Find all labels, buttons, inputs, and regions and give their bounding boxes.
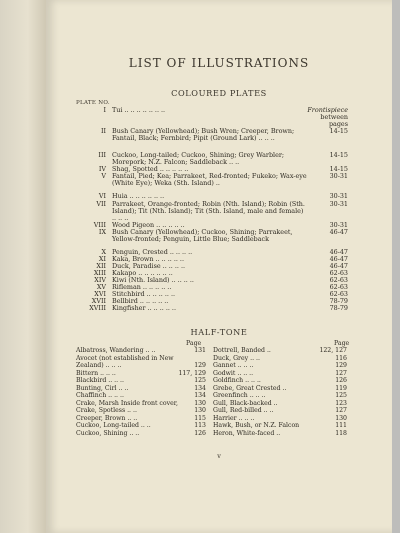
plate-description: Kaka, Brown .. .. .. .. .. <box>112 255 184 263</box>
plate-description: Wood Pigeon .. .. .. .. .. <box>112 221 185 229</box>
halftone-page: 116 <box>335 354 347 362</box>
plate-pages: 46-47 <box>329 248 348 256</box>
plate-number: XIV <box>94 276 106 284</box>
plate-description: Tui .. .. .. .. .. .. .. <box>112 106 166 114</box>
halftone-name: Bunting, Cirl .. .. <box>76 384 129 392</box>
plate-description: Rifleman .. .. .. .. .. <box>112 283 172 291</box>
halftone-page: 117, 129 <box>178 369 206 377</box>
halftone-name: Goldfinch .. .. .. <box>213 377 261 384</box>
coloured-plates-heading: COLOURED PLATES <box>171 88 267 98</box>
halftone-page: 118 <box>335 429 347 437</box>
halftone-page: 113 <box>194 422 206 429</box>
halftone-name: Harrier .. .. .. <box>213 414 255 422</box>
halftone-page: 127 <box>335 369 347 377</box>
plate-number: XVII <box>91 297 106 305</box>
halftone-name: Creeper, Brown .. .. <box>76 414 138 422</box>
plate-number: II <box>100 127 106 135</box>
halftone-page-label-right: Page <box>334 340 350 347</box>
plate-number: IV <box>98 165 106 173</box>
halftone-page: 130 <box>194 399 206 407</box>
page-folio: v <box>217 452 221 460</box>
plate-number: VI <box>98 192 106 200</box>
halftone-page: 123 <box>335 399 347 407</box>
plate-pages: 62-63 <box>329 283 348 291</box>
plate-pages: 14-15 <box>329 165 348 173</box>
halftone-page: 129 <box>335 362 347 369</box>
plate-number: XVI <box>94 290 106 298</box>
plate-description: Bush Canary (Yellowhead); Bush Wren; Creeper, Brown; Fantail, Black; Fernbird; Pipit (Ground Lark) .. .. .. <box>112 127 295 142</box>
plate-number: V <box>101 172 106 180</box>
plate-description: Shag, Spotted .. .. .. .. .. <box>112 165 189 173</box>
halftone-page: 127 <box>335 407 347 414</box>
halftone-page: 126 <box>335 377 347 384</box>
plate-number: IX <box>98 228 106 236</box>
halftone-name: Grebe, Great Crested .. <box>213 384 287 392</box>
halftone-page: 125 <box>335 392 347 399</box>
plate-number: VII <box>96 200 106 208</box>
plate-pages: 46-47 <box>329 262 348 270</box>
plate-pages: 14-15 <box>329 127 348 135</box>
halftone-name: Gull, Red-billed .. .. <box>213 407 274 414</box>
halftone-name: Albatross, Wandering .. .. <box>76 347 156 354</box>
plate-pages: 62-63 <box>329 276 348 284</box>
halftone-page: 126 <box>194 429 206 437</box>
plate-number: I <box>103 106 106 114</box>
plate-pages: 30-31 <box>329 172 348 180</box>
plate-number: XV <box>96 283 106 291</box>
plate-number: XII <box>96 262 106 270</box>
halftone-page: 122, 127 <box>319 347 347 354</box>
plate-pages: Frontispiece <box>307 106 348 114</box>
plate-description: Kiwi (Nth. Island) .. .. .. .. <box>112 276 194 284</box>
halftone-page: 111 <box>335 422 347 429</box>
plate-number: XI <box>98 255 106 263</box>
halftone-page: 131 <box>194 347 206 354</box>
halftone-name: Avocet (not established in New <box>76 354 174 362</box>
halftone-page: 129 <box>194 362 206 369</box>
halftone-name: Dottrell, Banded .. <box>213 347 271 354</box>
plate-pages: 14-15 <box>329 151 348 159</box>
plate-description: Bellbird .. .. .. .. .. <box>112 297 169 305</box>
plate-description: Stitchbird .. .. .. .. .. <box>112 290 176 298</box>
halftone-name: Crake, Spotless .. .. <box>76 407 137 414</box>
halftone-page: 115 <box>194 414 206 422</box>
halftone-name: Gannet .. .. .. <box>213 362 254 369</box>
halftone-page: 134 <box>194 392 206 399</box>
halftone-name: Zealand) .. .. .. <box>76 362 122 369</box>
plate-description: Kakapo .. .. .. .. .. .. <box>112 269 173 277</box>
plate-number: XVIII <box>89 304 106 312</box>
plate-description: Duck, Paradise .. .. .. .. <box>112 262 186 270</box>
plate-description: Fantail, Pied; Kea; Parrakeet, Red-fronted; Fukeko; Wax-eye (White Eye); Weka (Sth. Island) .. <box>112 172 307 187</box>
plate-pages: 78-79 <box>329 297 348 305</box>
plate-pages: 62-63 <box>329 269 348 277</box>
halftone-name: Duck, Grey .. .. <box>213 354 260 362</box>
plate-description: Kingfisher .. .. .. .. .. <box>112 304 176 312</box>
plate-description: Huia .. .. .. .. .. .. <box>112 192 165 200</box>
plate-description: Penguin, Crested .. .. .. .. <box>112 248 193 256</box>
halftone-name: Greenfinch .. .. .. <box>213 392 266 399</box>
halftone-name: Cuckoo, Long-tailed .. .. <box>76 422 151 429</box>
halftone-name: Chaffinch .. .. .. <box>76 392 124 399</box>
between-pages-text: between pages <box>320 113 348 128</box>
plate-pages: 78-79 <box>329 304 348 312</box>
halftone-page: 130 <box>335 414 347 422</box>
halftone-name: Cuckoo, Shining .. .. <box>76 429 140 437</box>
halftone-name: Hawk, Bush, or N.Z. Falcon <box>213 422 300 429</box>
halftone-page: 125 <box>194 377 206 384</box>
book-gutter <box>0 0 46 533</box>
halftone-name: Bittern .. .. .. <box>76 369 116 377</box>
plate-description: Cuckoo, Long-tailed; Cuckoo, Shining; Grey Warbler; Morepork; N.Z. Falcon; Saddleback .. .. <box>112 151 285 166</box>
page-title: LIST OF ILLUSTRATIONS <box>128 56 310 70</box>
plate-pages: 30-31 <box>329 192 348 200</box>
halftone-heading: HALF-TONE <box>190 327 248 337</box>
halftone-name: Gull, Black-backed .. <box>213 399 278 407</box>
halftone-name: Godwit .. .. .. <box>213 369 254 377</box>
plate-pages: 30-31 <box>329 200 348 208</box>
plate-number: XIII <box>93 269 106 277</box>
plate-description: Parrakeet, Orange-fronted; Robin (Nth. Island); Robin (Sth. Island); Tit (Nth. Island); Tit (Sth. Island, male and female) .. .. .. <box>112 200 305 222</box>
plate-no-label: PLATE NO. <box>76 100 110 106</box>
halftone-page: 119 <box>335 384 347 392</box>
page-edge <box>392 0 400 533</box>
halftone-name: Crake, Marsh Inside front cover, <box>76 399 179 407</box>
plate-number: III <box>98 151 106 159</box>
halftone-name: Heron, White-faced .. <box>213 429 281 437</box>
plate-number: X <box>101 248 106 256</box>
plate-description: Bush Canary (Yellowhead); Cuckoo, Shining; Parrakeet, Yellow-fronted; Penguin, Little Blue; Saddleback <box>112 228 293 243</box>
halftone-page: 130 <box>194 407 206 414</box>
plate-pages: 30-31 <box>329 221 348 229</box>
plate-pages: 46-47 <box>329 255 348 263</box>
plate-pages: 46-47 <box>329 228 348 236</box>
plate-number: VIII <box>93 221 106 229</box>
halftone-name: Blackbird .. .. .. <box>76 377 124 384</box>
plate-pages: 62-63 <box>329 290 348 298</box>
halftone-page-label-left: Page <box>186 340 202 347</box>
halftone-page: 134 <box>194 384 206 392</box>
